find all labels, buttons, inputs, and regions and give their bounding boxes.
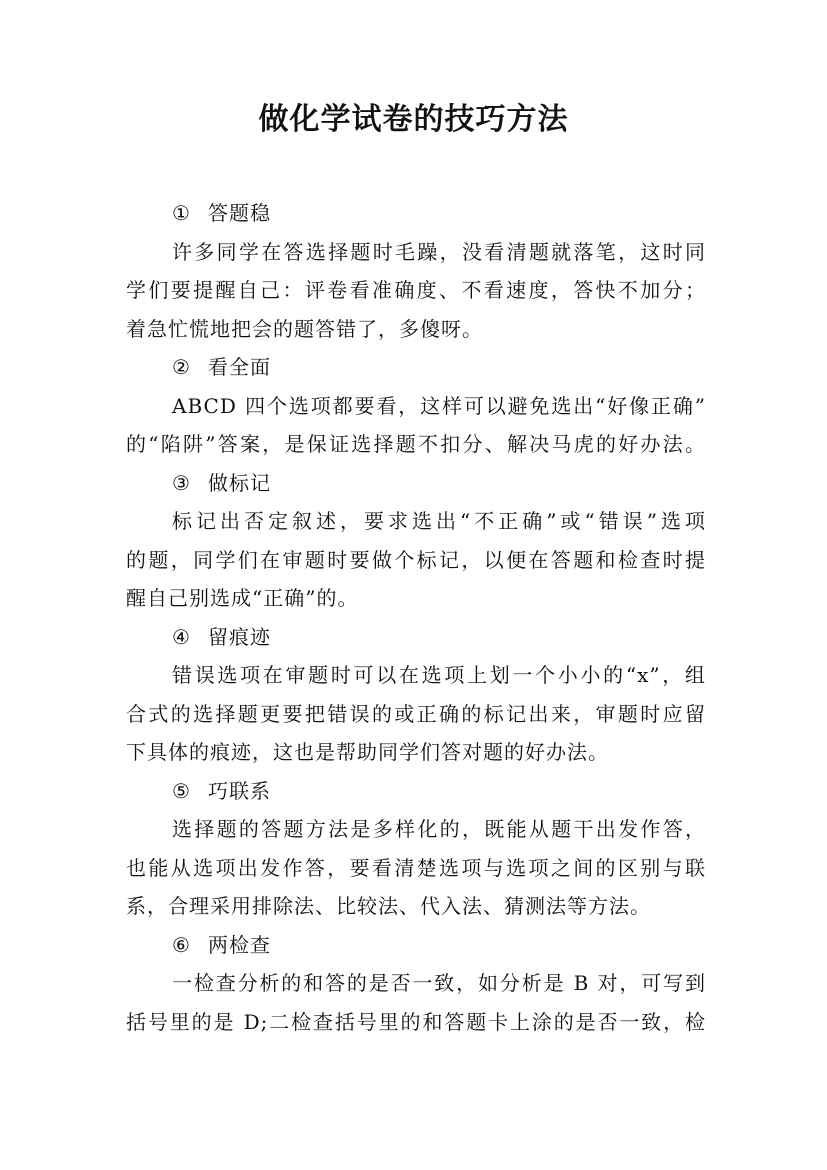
section-number: ④: [172, 624, 191, 649]
section-heading: [126, 926, 706, 965]
paragraph-line: 系，合理采用排除法、比较法、代入法、猜测法等方法。: [126, 894, 651, 918]
section-heading: [126, 618, 706, 657]
paragraph-line: 合式的选择题更要把错误的或正确的标记出来，审题时应留: [126, 701, 706, 726]
paragraph-line: 学们要提醒自己：评卷看准确度、不看速度，答快不加分；: [126, 278, 706, 302]
paragraph-line: 的题，同学们在审题时要做个标记，以便在答题和检查时提: [126, 547, 706, 572]
section-number: ⑤: [172, 778, 191, 803]
section-number: ⑥: [172, 932, 191, 957]
paragraph-line: 错误选项在审题时可以在选项上划一个小小的“x”，组: [172, 663, 706, 687]
section-number: ③: [172, 470, 191, 495]
section-heading: [126, 348, 706, 387]
section-number: ①: [172, 201, 191, 225]
section-heading-text: 巧联系: [208, 778, 271, 803]
paragraph-line: 也能从选项出发作答，要看清楚选项与选项之间的区别与联: [126, 855, 706, 880]
section-heading-text: 做标记: [208, 470, 271, 495]
section-heading-text: 留痕迹: [208, 624, 271, 649]
paragraph-line: 着急忙慌地把会的题答错了，多傻呀。: [126, 316, 483, 341]
section-heading-text: 看全面: [208, 355, 271, 379]
section-heading: [126, 194, 706, 233]
paragraph-line: 括号里的是 D;二检查括号里的和答题卡上涂的是否一致，检: [126, 1009, 706, 1034]
section-heading: [126, 464, 706, 503]
paragraph-line: 许多同学在答选择题时毛躁，没看清题就落笔，这时同: [172, 239, 706, 264]
paragraph-line: 的“陷阱”答案，是保证选择题不扣分、解决马虎的好办法。: [126, 432, 706, 456]
paragraph-line: 选择题的答题方法是多样化的，既能从题干出发作答，: [172, 817, 706, 841]
paragraph-line: 一检查分析的和答的是否一致，如分析是 B 对，可写到: [172, 971, 706, 995]
paragraph-line: ABCD 四个选项都要看，这样可以避免选出“好像正确”: [172, 393, 706, 418]
section-number: ②: [172, 355, 191, 379]
paragraph-line: 下具体的痕迹，这也是帮助同学们答对题的好办法。: [126, 740, 609, 764]
section-heading-text: 答题稳: [208, 201, 271, 225]
document-body: [126, 194, 706, 1041]
page-title: 做化学试卷的技巧方法: [258, 102, 569, 137]
section-heading: [126, 772, 706, 811]
section-heading-text: 两检查: [208, 932, 271, 957]
paragraph-line: 醒自己别选成“正确”的。: [126, 586, 359, 610]
paragraph-line: 标记出否定叙述，要求选出“不正确”或“错误”选项: [172, 509, 706, 533]
